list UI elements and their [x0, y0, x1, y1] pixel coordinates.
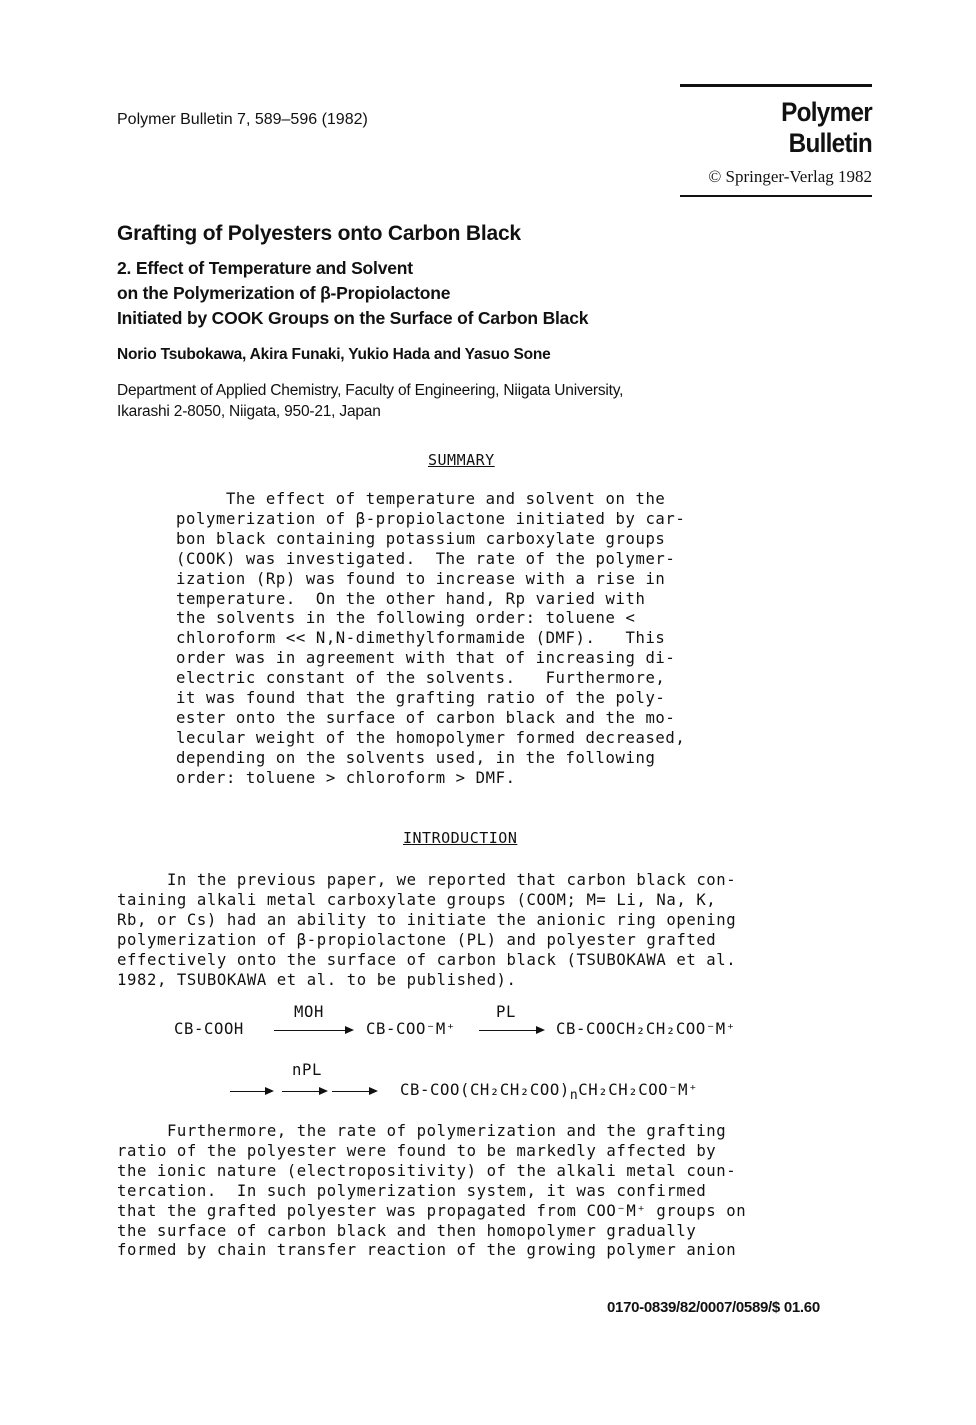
masthead-top-rule: [680, 84, 872, 87]
reagent-label: PL: [496, 1003, 516, 1021]
affiliation-line: Department of Applied Chemistry, Faculty of Engineering, Niigata University,: [117, 382, 624, 399]
scheme-compound: CB-COO⁻M⁺: [366, 1020, 456, 1038]
reaction-arrow-icon: [479, 1030, 543, 1031]
masthead-bottom-rule: [680, 195, 872, 197]
reaction-arrow-icon: [274, 1030, 352, 1031]
affiliation: [117, 380, 623, 422]
summary-heading: SUMMARY: [428, 451, 495, 469]
introduction-continuation-text: Furthermore, the rate of polymerization and the grafting ratio of the polyester were found to be markedly affected by the ionic nature (electropositivity) of the alkali metal coun- tercation. In such polymerization system, it was confirmed that the grafted polyester was propagated from COO⁻M⁺ groups on the surface of carbon black and then homopolymer gradually formed by chain transfer reaction of the growing polymer anion: [117, 1122, 747, 1260]
scheme-compound: $CB-COO(CH_2CH_2COO)_nCH_2CH_2COO^-M^+$: [400, 1081, 699, 1104]
introduction-heading: INTRODUCTION: [403, 829, 518, 847]
reaction-scheme: [170, 1003, 810, 1113]
journal-name: Polymer Bulletin: [781, 97, 872, 158]
article-subtitle: [117, 256, 588, 331]
subtitle-line: on the Polymerization of β-Propiolactone: [117, 283, 451, 303]
authors: Norio Tsubokawa, Akira Funaki, Yukio Hada and Yasuo Sone: [117, 346, 551, 363]
introduction-text: In the previous paper, we reported that carbon black con- taining alkali metal carboxylate groups (COOM; M= Li, Na, K, Rb, or Cs) had an ability to initiate the anionic ring opening polymerization of β-propiolactone (PL) and polyester grafted effectively onto the surface of carbon black (TSUBOKAWA et al. 1982, TSUBOKAWA et al. to be published).: [117, 871, 737, 989]
product-prefix: CB-COO: [400, 1081, 460, 1099]
reagent-label: nPL: [292, 1061, 322, 1079]
reaction-arrow-icon: [282, 1091, 326, 1092]
summary-text: The effect of temperature and solvent on the polymerization of β-propiolactone initiated by car- bon black containing potassium carboxylate groups (COOK) was investigated. The rate of the polymer- ization (Rp) was found to increase with a rise in temperature. On the other hand, Rp varied with the solvents in the following order: toluene < chloroform << N,N-dimethylformamide (DMF). This order was in agreement with that of increasing di- electric constant of the solvents. Furthermore, it was found that the grafting ratio of the poly- ester onto the surface of carbon black and the mo- lecular weight of the homopolymer formed decreased, depending on the solvents used, in the following order: toluene > chloroform > DMF.: [176, 490, 686, 787]
affiliation-line: Ikarashi 2-8050, Niigata, 950-21, Japan: [117, 403, 381, 420]
reaction-arrow-icon: [230, 1091, 272, 1092]
subtitle-line: 2. Effect of Temperature and Solvent: [117, 258, 413, 278]
product-suffix: CH₂CH₂COO⁻M⁺: [578, 1081, 699, 1099]
reaction-arrow-icon: [332, 1091, 376, 1092]
scheme-compound: CB-COOH: [174, 1020, 244, 1038]
copyright: © Springer-Verlag 1982: [708, 167, 872, 186]
article-title: Grafting of Polyesters onto Carbon Black: [117, 222, 521, 245]
repeat-unit: CH₂CH₂COO: [469, 1081, 560, 1099]
reagent-label: MOH: [294, 1003, 324, 1021]
journal-masthead: [680, 84, 872, 197]
subtitle-line: Initiated by COOK Groups on the Surface of Carbon Black: [117, 308, 589, 328]
citation: Polymer Bulletin 7, 589–596 (1982): [117, 111, 368, 128]
repeat-index: n: [569, 1088, 579, 1104]
price-code: 0170-0839/82/0007/0589/$ 01.60: [607, 1299, 820, 1316]
scheme-compound: CB-COOCH₂CH₂COO⁻M⁺: [556, 1020, 736, 1038]
